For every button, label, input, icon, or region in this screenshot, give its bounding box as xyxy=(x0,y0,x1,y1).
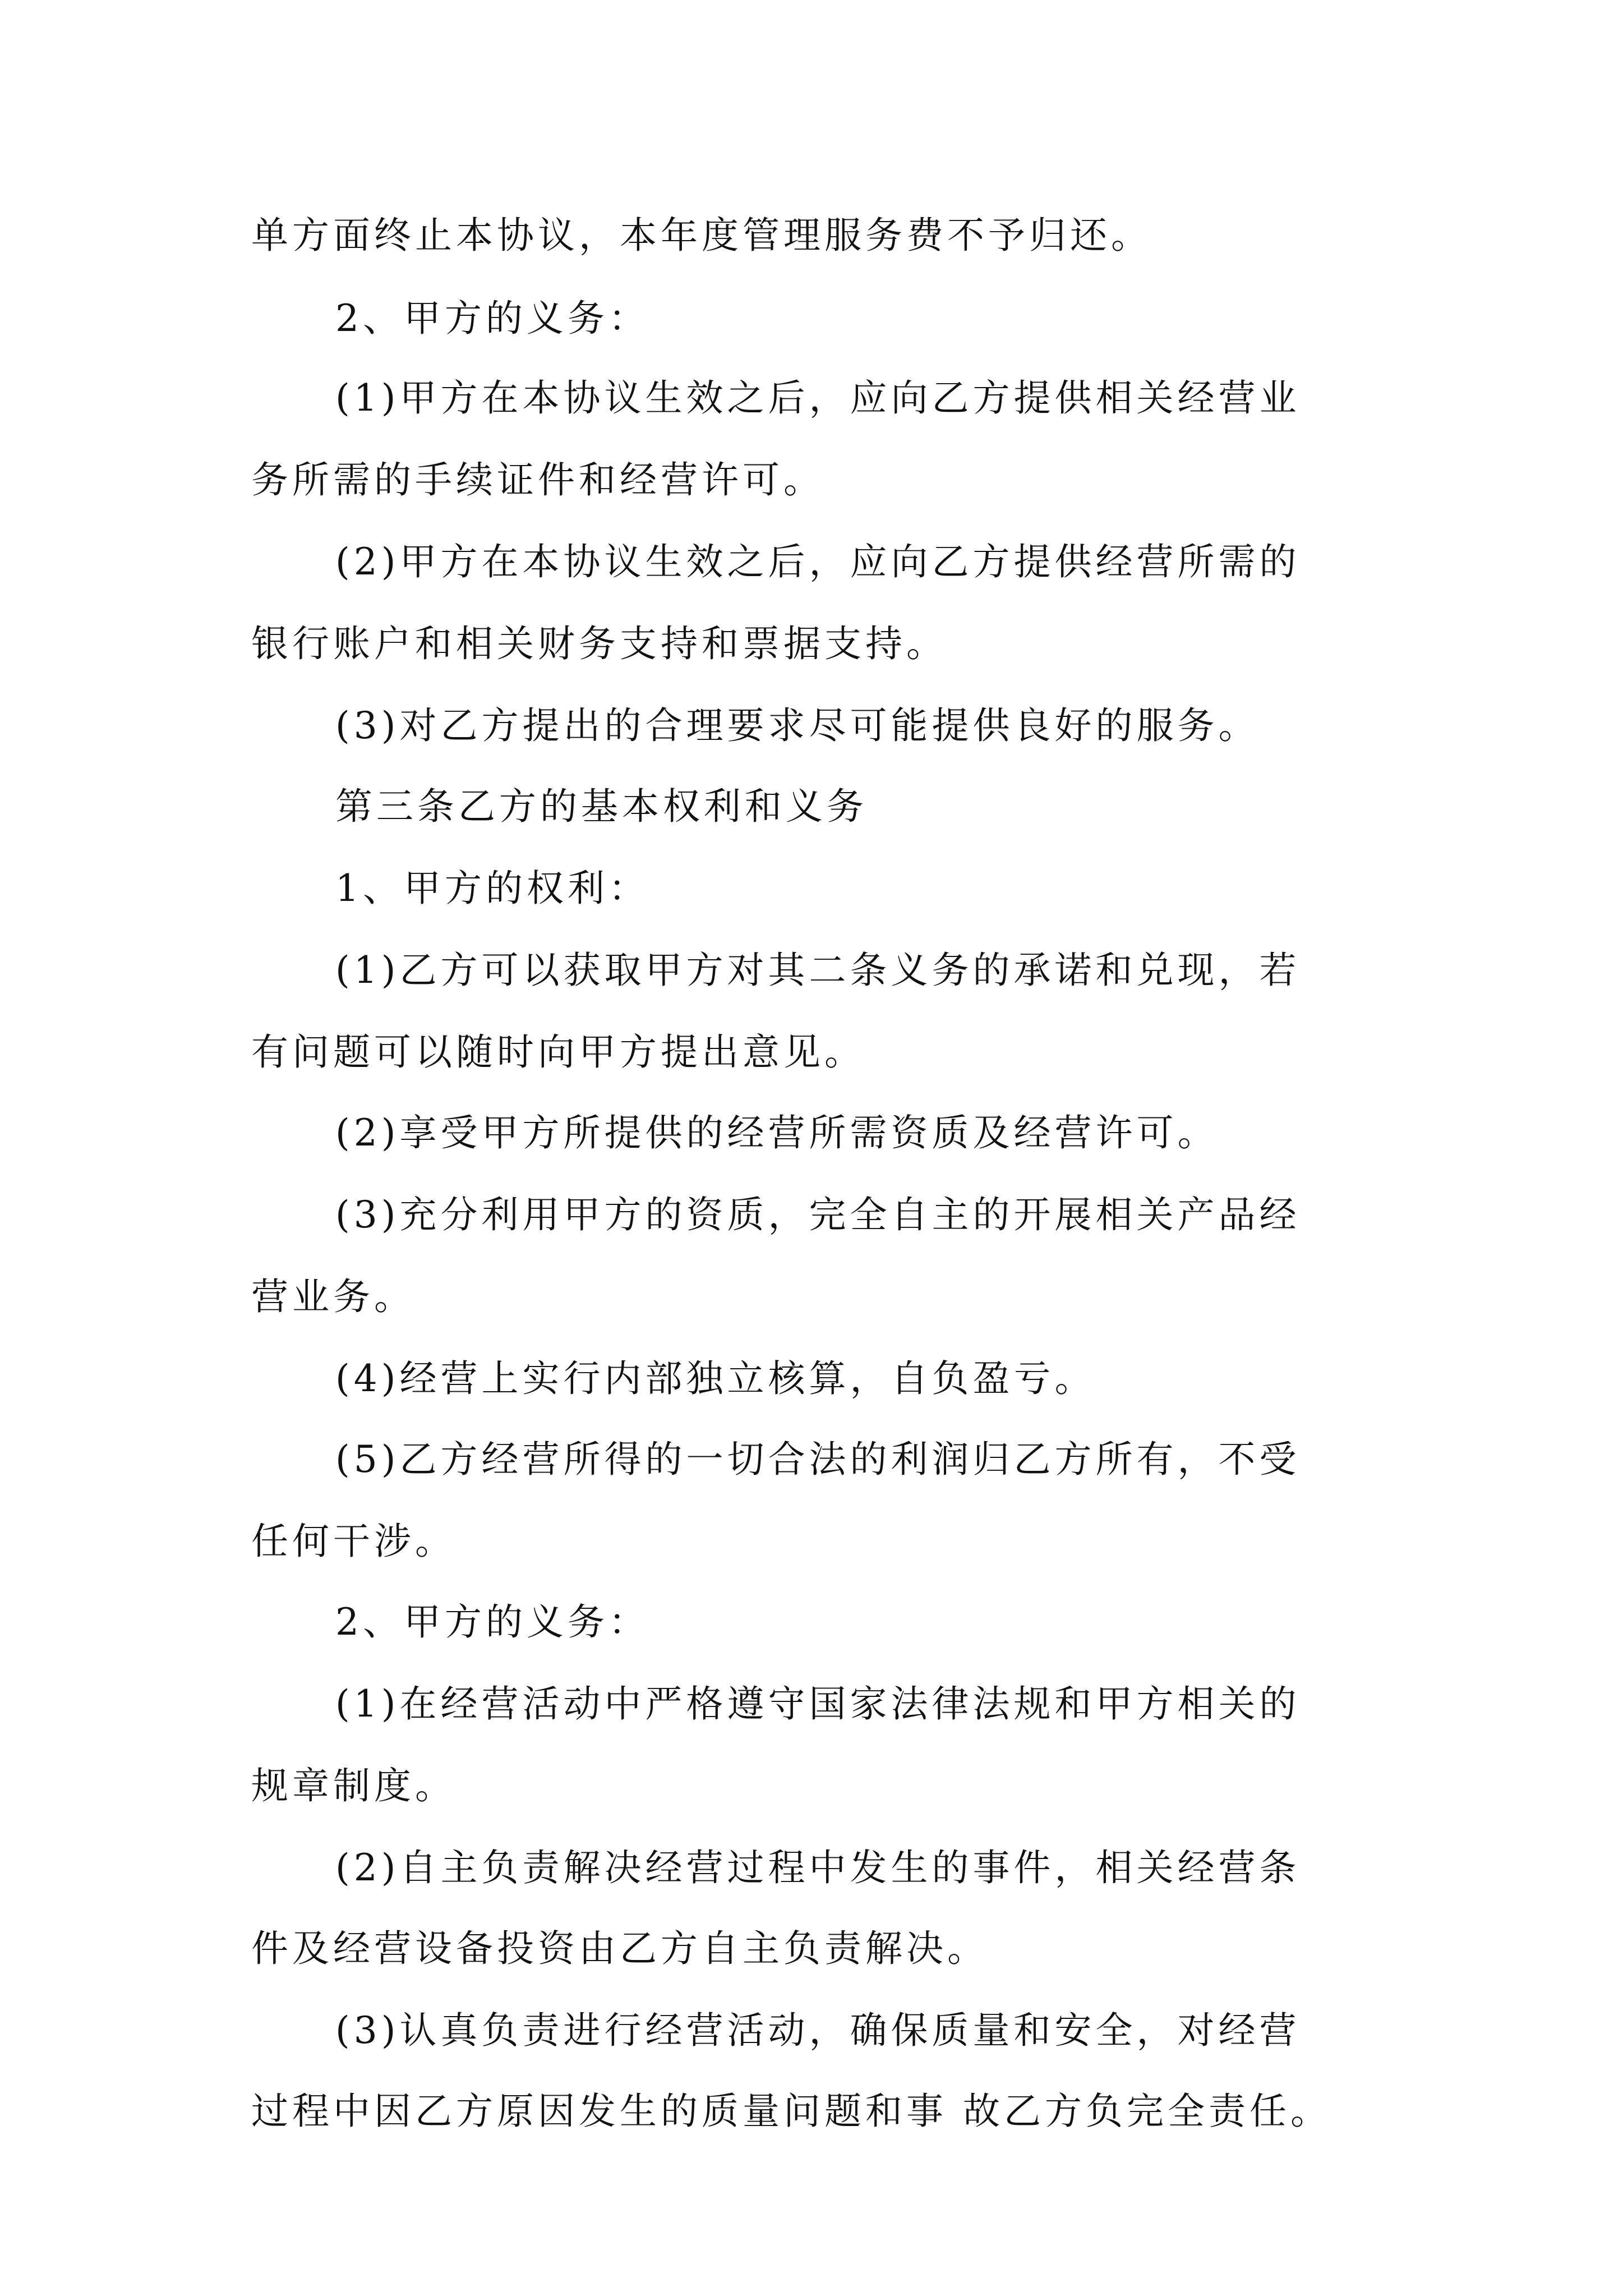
text-line: 1、甲方的权利： xyxy=(335,867,649,910)
text-line: (3)认真负责进行经营活动，确保质量和安全，对经营 xyxy=(335,2009,1301,2052)
text-line: (3)充分利用甲方的资质，完全自主的开展相关产品经 xyxy=(335,1193,1301,1236)
text-line: 件及经营设备投资由乙方自主负责解决。 xyxy=(251,1927,988,1970)
text-line: 任何干涉。 xyxy=(251,1520,456,1563)
text-line: 2、甲方的义务： xyxy=(335,297,649,340)
text-line: (2)自主负责解决经营过程中发生的事件，相关经营条 xyxy=(335,1846,1301,1889)
text-line: (1)乙方可以获取甲方对其二条义务的承诺和兑现，若 xyxy=(335,949,1301,992)
text-line: (4)经营上实行内部独立核算，自负盈亏。 xyxy=(335,1357,1096,1400)
text-line: 过程中因乙方原因发生的质量问题和事 故乙方负完全责任。 xyxy=(251,2090,1331,2133)
text-line: (5)乙方经营所得的一切合法的利润归乙方所有，不受 xyxy=(335,1438,1301,1481)
text-line: 单方面终止本协议，本年度管理服务费不予归还。 xyxy=(251,214,1152,257)
text-line: 营业务。 xyxy=(251,1275,415,1318)
text-line: 银行账户和相关财务支持和票据支持。 xyxy=(251,622,947,665)
text-line: 务所需的手续证件和经营许可。 xyxy=(251,458,824,501)
text-line: 规章制度。 xyxy=(251,1764,456,1807)
text-line: 有问题可以随时向甲方提出意见。 xyxy=(251,1030,865,1074)
text-line: (2)享受甲方所提供的经营所需资质及经营许可。 xyxy=(335,1111,1219,1154)
text-line: (1)在经营活动中严格遵守国家法律法规和甲方相关的 xyxy=(335,1682,1301,1726)
section-heading: 第三条乙方的基本权利和义务 xyxy=(335,785,868,828)
text-line: (2)甲方在本协议生效之后，应向乙方提供经营所需的 xyxy=(335,540,1301,583)
text-line: (3)对乙方提出的合理要求尽可能提供良好的服务。 xyxy=(335,704,1260,747)
text-line: (1)甲方在本协议生效之后，应向乙方提供相关经营业 xyxy=(335,376,1301,420)
text-line: 2、甲方的义务： xyxy=(335,1600,649,1644)
